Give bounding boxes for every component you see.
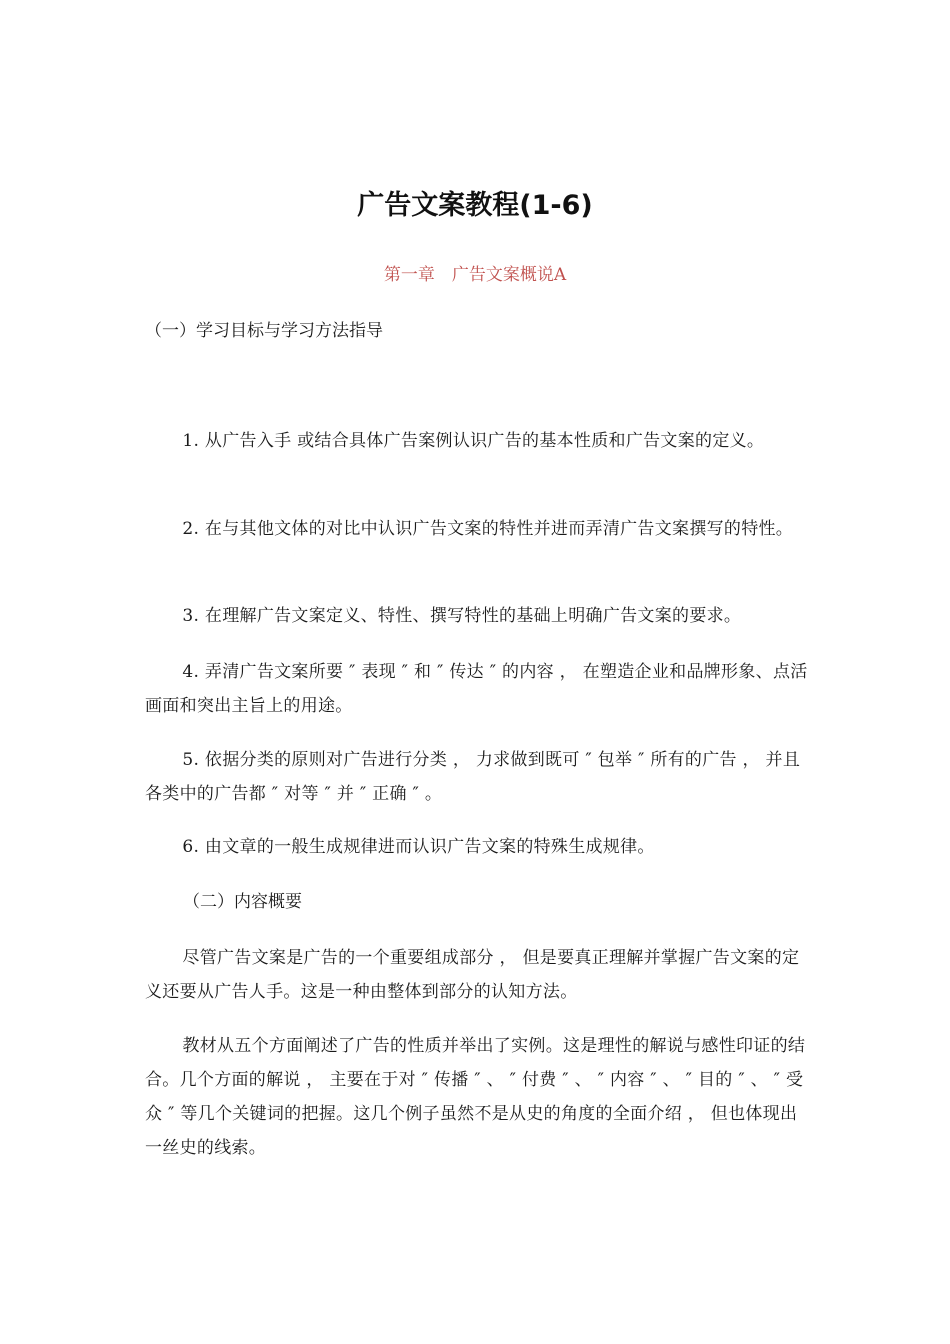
objective-paragraph: 1. 从广告入手 或结合具体广告案例认识广告的基本性质和广告文案的定义。 xyxy=(182,431,765,451)
section-heading-summary: （二）内容概要 xyxy=(183,892,302,912)
summary-paragraph: 教材从五个方面阐述了广告的性质并举出了实例。这是理性的解说与感性印证的结合。几个方面的解说 ， 主要在于对 ″ 传播 ″ 、 ″ 付费 ″ 、 ″ 内容 ″ 、 ″ 目的 ″ 、 ″ 受众 ″ 等几个关键词的把握。这几个例子虽然不是从史的角度的全面介绍 ， 但也体现出一丝史的线索。 xyxy=(145,1036,806,1158)
summary-paragraph: 尽管广告文案是广告的一个重要组成部分 ， 但是要真正理解并掌握广告文案的定义还要从广告人手。这是一种由整体到部分的认知方法。 xyxy=(145,948,800,1002)
document-title: 广告文案教程(1-6) xyxy=(357,190,593,221)
objective-paragraph: 6. 由文章的一般生成规律进而认识广告文案的特殊生成规律。 xyxy=(182,837,655,857)
chapter-heading: 第一章 广告文案概说A xyxy=(383,265,567,285)
objective-paragraph: 5. 依据分类的原则对广告进行分类 ， 力求做到既可 ″ 包举 ″ 所有的广告 ， 并且各类中的广告都 ″ 对等 ″ 并 ″ 正确 ″ 。 xyxy=(145,750,801,804)
objective-paragraph: 3. 在理解广告文案定义、特性、撰写特性的基础上明确广告文案的要求。 xyxy=(182,606,742,626)
objective-paragraph: 2. 在与其他文体的对比中认识广告文案的特性并进而弄清广告文案撰写的特性。 xyxy=(182,519,794,539)
objective-paragraph: 4. 弄清广告文案所要 ″ 表现 ″ 和 ″ 传达 ″ 的内容 ， 在塑造企业和品牌形象、点活画面和突出主旨上的用途。 xyxy=(145,662,808,716)
section-heading-objectives: （一）学习目标与学习方法指导 xyxy=(145,321,383,341)
